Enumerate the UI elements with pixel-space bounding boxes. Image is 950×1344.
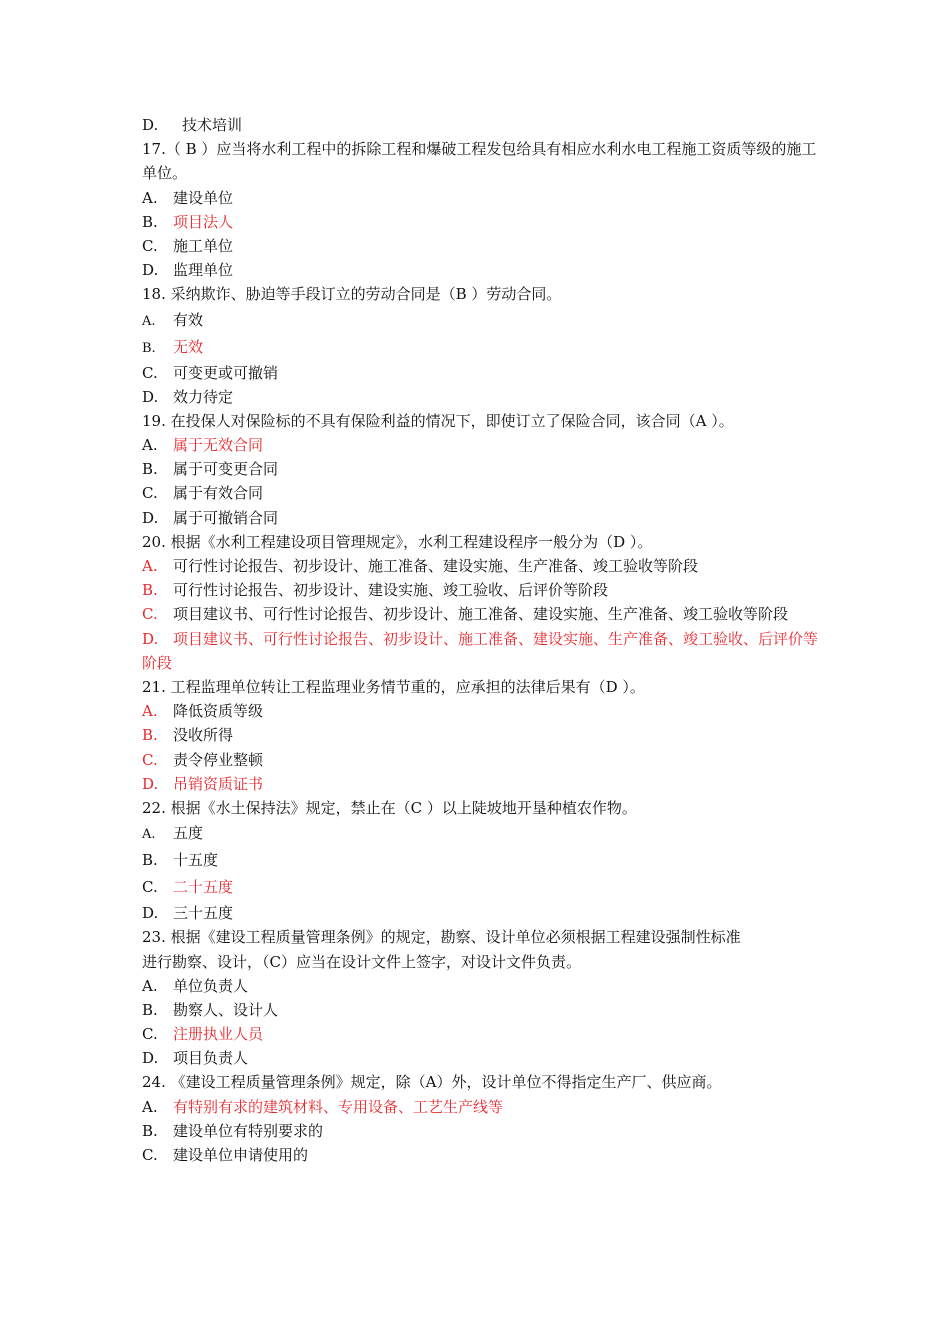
option-text: 三十五度 <box>173 904 234 923</box>
question-17: 17.（ B ）应当将水利工程中的拆除工程和爆破工程发包给具有相应水利水电工程施工资质等级的施工单位。 <box>142 140 817 183</box>
question-22: 22. 根据《水土保持法》规定，禁止在（C ）以上陡坡地开垦种植农作物。 <box>142 798 637 817</box>
option-c <box>142 748 822 772</box>
option-letter: B. <box>142 851 158 870</box>
option-d <box>142 258 822 282</box>
option-text: 有效 <box>173 310 204 329</box>
option-letter: D. <box>142 261 159 280</box>
option-letter: C. <box>142 1025 158 1044</box>
option-letter: C. <box>142 363 158 382</box>
option-c <box>142 1022 822 1046</box>
option-d <box>142 1046 822 1070</box>
option-letter: A. <box>142 702 158 721</box>
option-b <box>142 334 822 361</box>
option-d <box>142 113 822 137</box>
option-a <box>142 699 822 723</box>
option-letter: C. <box>142 236 158 255</box>
option-letter: D. <box>142 904 159 923</box>
option-c <box>142 481 822 505</box>
option-letter: D. <box>142 116 159 134</box>
question-18: 18. 采纳欺诈、胁迫等手段订立的劳动合同是（B ）劳动合同。 <box>142 285 562 304</box>
option-text: 单位负责人 <box>173 976 249 995</box>
option-text: 五度 <box>173 824 204 843</box>
option-b <box>142 457 822 481</box>
correct-answer-text: 有特别有求的建筑材料、专用设备、工艺生产线等 <box>173 1097 504 1116</box>
question-list <box>142 113 822 1167</box>
question-21: 21. 工程监理单位转让工程监理业务情节重的，应承担的法律后果有（D ）。 <box>142 678 645 697</box>
option-text: 建设单位申请使用的 <box>173 1146 309 1165</box>
option-d <box>142 772 822 796</box>
option-c <box>142 234 822 258</box>
option-a <box>142 554 822 578</box>
option-letter: B. <box>142 460 158 479</box>
option-letter: C. <box>142 605 158 624</box>
option-c <box>142 1143 822 1167</box>
question-20: 20. 根据《水利工程建设项目管理规定》，水利工程建设程序一般分为（D ）。 <box>142 532 653 551</box>
option-text: 效力待定 <box>173 387 234 406</box>
option-letter: A. <box>142 436 158 455</box>
option-text: 可变更或可撤销 <box>173 363 279 382</box>
option-text: 施工单位 <box>173 236 234 255</box>
correct-answer-text: 项目法人 <box>173 212 234 231</box>
option-c <box>142 602 822 626</box>
option-b <box>142 210 822 234</box>
option-letter: C. <box>142 878 158 897</box>
option-a <box>142 820 822 847</box>
option-text: 可行性讨论报告、初步设计、建设实施、竣工验收、后评价等阶段 <box>173 581 609 600</box>
option-letter: B. <box>142 1000 158 1019</box>
option-text: 技术培训 <box>182 116 243 134</box>
option-letter: B. <box>142 212 158 231</box>
option-letter: C. <box>142 750 158 769</box>
option-letter: A. <box>142 1097 158 1116</box>
option-b <box>142 998 822 1022</box>
option-text: 没收所得 <box>173 726 234 745</box>
option-letter: A. <box>142 976 158 995</box>
option-d <box>142 506 822 530</box>
option-b <box>142 847 822 874</box>
option-a <box>142 307 822 334</box>
option-letter: B. <box>142 726 158 745</box>
option-text: 项目建议书、可行性讨论报告、初步设计、施工准备、建设实施、生产准备、竣工验收等阶段 <box>173 605 789 624</box>
option-letter: A. <box>142 557 158 576</box>
question-24: 24. 《建设工程质量管理条例》规定，除（A）外，设计单位不得指定生产厂、供应商。 <box>142 1073 722 1092</box>
option-a <box>142 433 822 457</box>
option-a <box>142 974 822 998</box>
option-b <box>142 1119 822 1143</box>
question-23: 23. 根据《建设工程质量管理条例》的规定，勘察、设计单位必须根据工程建设强制性标准 <box>142 928 741 947</box>
option-letter: C. <box>142 484 158 503</box>
option-text: 项目负责人 <box>173 1049 249 1068</box>
option-letter: D. <box>142 774 159 793</box>
option-letter: D. <box>142 1049 159 1068</box>
correct-answer-text: 注册执业人员 <box>173 1025 264 1044</box>
correct-answer-text: 吊销资质证书 <box>173 774 264 793</box>
option-text: 属于有效合同 <box>173 484 264 503</box>
option-letter: D. <box>142 508 159 527</box>
option-letter: A. <box>142 827 156 843</box>
option-text: 属于可变更合同 <box>173 460 279 479</box>
option-letter: A. <box>142 188 158 207</box>
option-c <box>142 361 822 385</box>
option-a <box>142 1095 822 1119</box>
option-letter: A. <box>142 313 156 329</box>
option-text: 勘察人、设计人 <box>173 1000 279 1019</box>
correct-answer-text: 项目建议书、可行性讨论报告、初步设计、施工准备、建设实施、生产准备、竣工验收、后评价等阶段 <box>142 629 819 672</box>
question-23-continued: 进行勘察、设计，（C）应当在设计文件上签字，对设计文件负责。 <box>142 952 581 971</box>
option-text: 责令停业整顿 <box>173 750 264 769</box>
option-d <box>142 385 822 409</box>
option-text: 可行性讨论报告、初步设计、施工准备、建设实施、生产准备、竣工验收等阶段 <box>173 557 699 576</box>
option-b <box>142 723 822 747</box>
option-text: 降低资质等级 <box>173 702 264 721</box>
option-text: 监理单位 <box>173 261 234 280</box>
correct-answer-text: 二十五度 <box>173 878 234 897</box>
option-letter: D. <box>142 629 159 648</box>
option-letter: B. <box>142 340 156 356</box>
option-letter: B. <box>142 1121 158 1140</box>
question-19: 19. 在投保人对保险标的不具有保险利益的情况下，即使订立了保险合同，该合同（A ）。 <box>142 411 734 430</box>
option-text: 属于可撤销合同 <box>173 508 279 527</box>
option-d <box>142 627 822 675</box>
correct-answer-text: 属于无效合同 <box>173 436 264 455</box>
option-d <box>142 901 822 925</box>
option-c <box>142 874 822 901</box>
option-text: 建设单位 <box>173 188 234 207</box>
option-b <box>142 578 822 602</box>
option-text: 建设单位有特别要求的 <box>173 1121 324 1140</box>
option-letter: C. <box>142 1146 158 1165</box>
option-letter: D. <box>142 387 159 406</box>
correct-answer-text: 无效 <box>173 337 204 356</box>
option-text: 十五度 <box>173 851 219 870</box>
option-letter: B. <box>142 581 158 600</box>
option-a <box>142 186 822 210</box>
